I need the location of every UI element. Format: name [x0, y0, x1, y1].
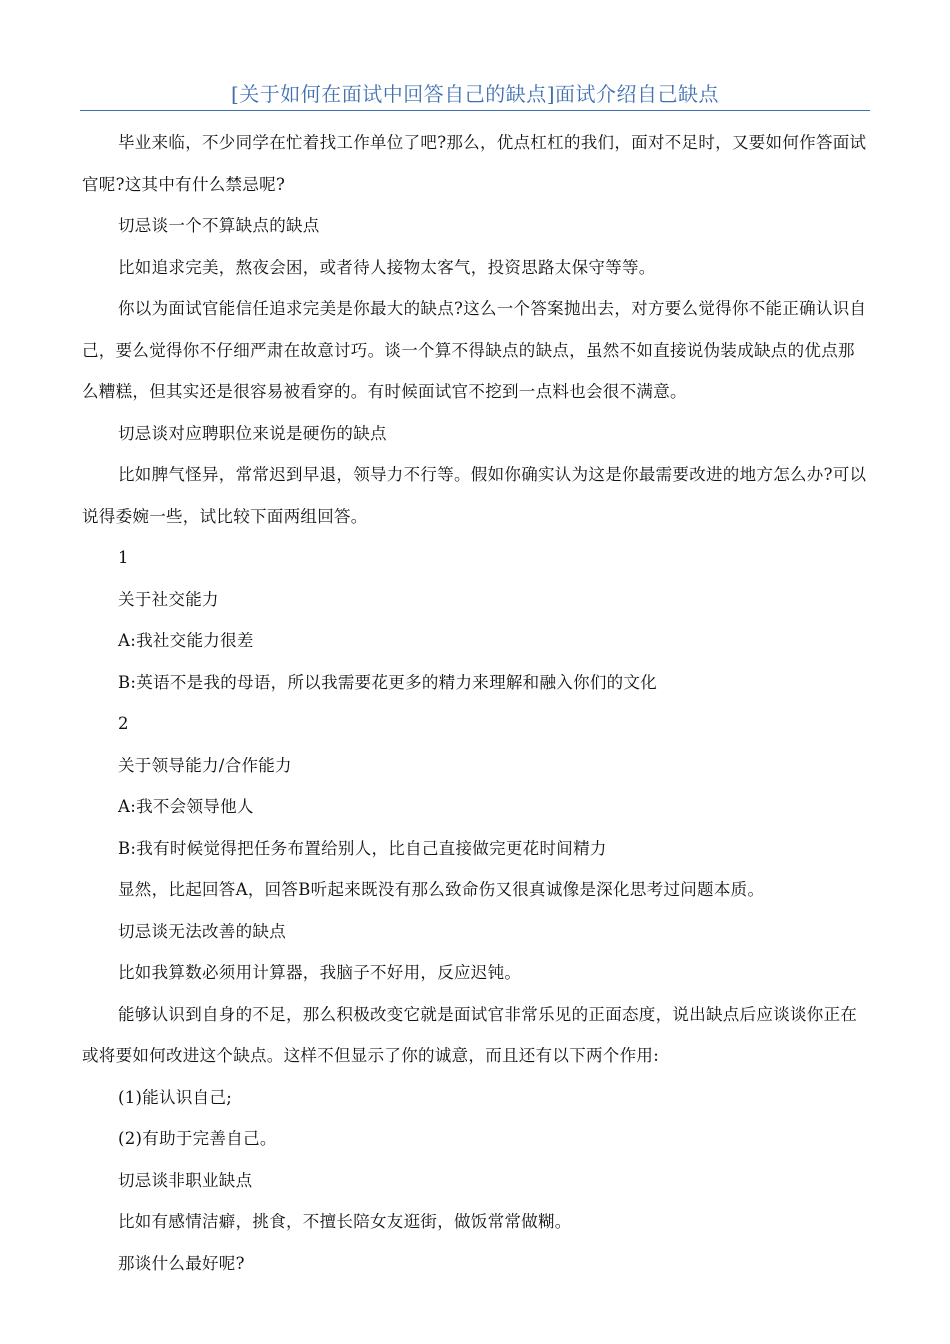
paragraph: 比如有感情洁癖，挑食，不擅长陪女友逛街，做饭常常做糊。	[118, 1212, 572, 1231]
list-item: (2)有助于完善自己。	[118, 1129, 277, 1148]
paragraph: 那谈什么最好呢?	[118, 1253, 245, 1273]
section-heading: 切忌谈无法改善的缺点	[118, 921, 286, 941]
answer-b: B:英语不是我的母语，所以我需要花更多的精力来理解和融入你们的文化	[118, 672, 658, 692]
answer-a: A:我社交能力很差	[118, 631, 254, 650]
list-number: 1	[118, 548, 129, 567]
paragraph: 比如脾气怪异，常常迟到早退，领导力不行等。假如你确实认为这是你最需要改进的地方怎么办?可以说得委婉一些，试比较下面两组回答。	[82, 465, 867, 526]
answer-b: B:我有时候觉得把任务布置给别人，比自己直接做完更花时间精力	[118, 838, 607, 858]
answer-a: A:我不会领导他人	[118, 797, 254, 816]
list-item-heading: 关于社交能力	[118, 589, 219, 609]
paragraph: 你以为面试官能信任追求完美是你最大的缺点?这么一个答案抛出去，对方要么觉得你不能正确认识自己，要么觉得你不仔细严肃在故意讨巧。谈一个算不得缺点的缺点，虽然不如直接说伪装成缺点的优点那么糟糕，但其实还是很容易被看穿的。有时候面试官不挖到一点料也会很不满意。	[82, 299, 867, 401]
document-body	[82, 122, 867, 1284]
section-heading: 切忌谈非职业缺点	[118, 1170, 253, 1190]
paragraph: 毕业来临，不少同学在忙着找工作单位了吧?那么，优点杠杠的我们，面对不足时，又要如何作答面试官呢?这其中有什么禁忌呢?	[82, 133, 867, 194]
section-heading: 切忌谈一个不算缺点的缺点	[118, 216, 320, 235]
list-number: 2	[118, 714, 129, 733]
header	[80, 80, 870, 111]
paragraph: 显然，比起回答A，回答B听起来既没有那么致命伤又很真诚像是深化思考过问题本质。	[118, 880, 765, 899]
paragraph: 比如我算数必须用计算器，我脑子不好用，反应迟钝。	[118, 963, 522, 982]
paragraph: 比如追求完美，熬夜会困，或者待人接物太客气，投资思路太保守等等。	[118, 257, 656, 277]
paragraph: 能够认识到自身的不足，那么积极改变它就是面试官非常乐见的正面态度，说出缺点后应谈谈你正在或将要如何改进这个缺点。这样不但显示了你的诚意，而且还有以下两个作用:	[82, 1004, 858, 1065]
document-title: [关于如何在面试中回答自己的缺点]面试介绍自己缺点	[230, 82, 720, 106]
section-heading: 切忌谈对应聘职位来说是硬伤的缺点	[118, 423, 387, 443]
list-item: (1)能认识自己;	[118, 1087, 233, 1107]
list-item-heading: 关于领导能力/合作能力	[118, 755, 292, 775]
